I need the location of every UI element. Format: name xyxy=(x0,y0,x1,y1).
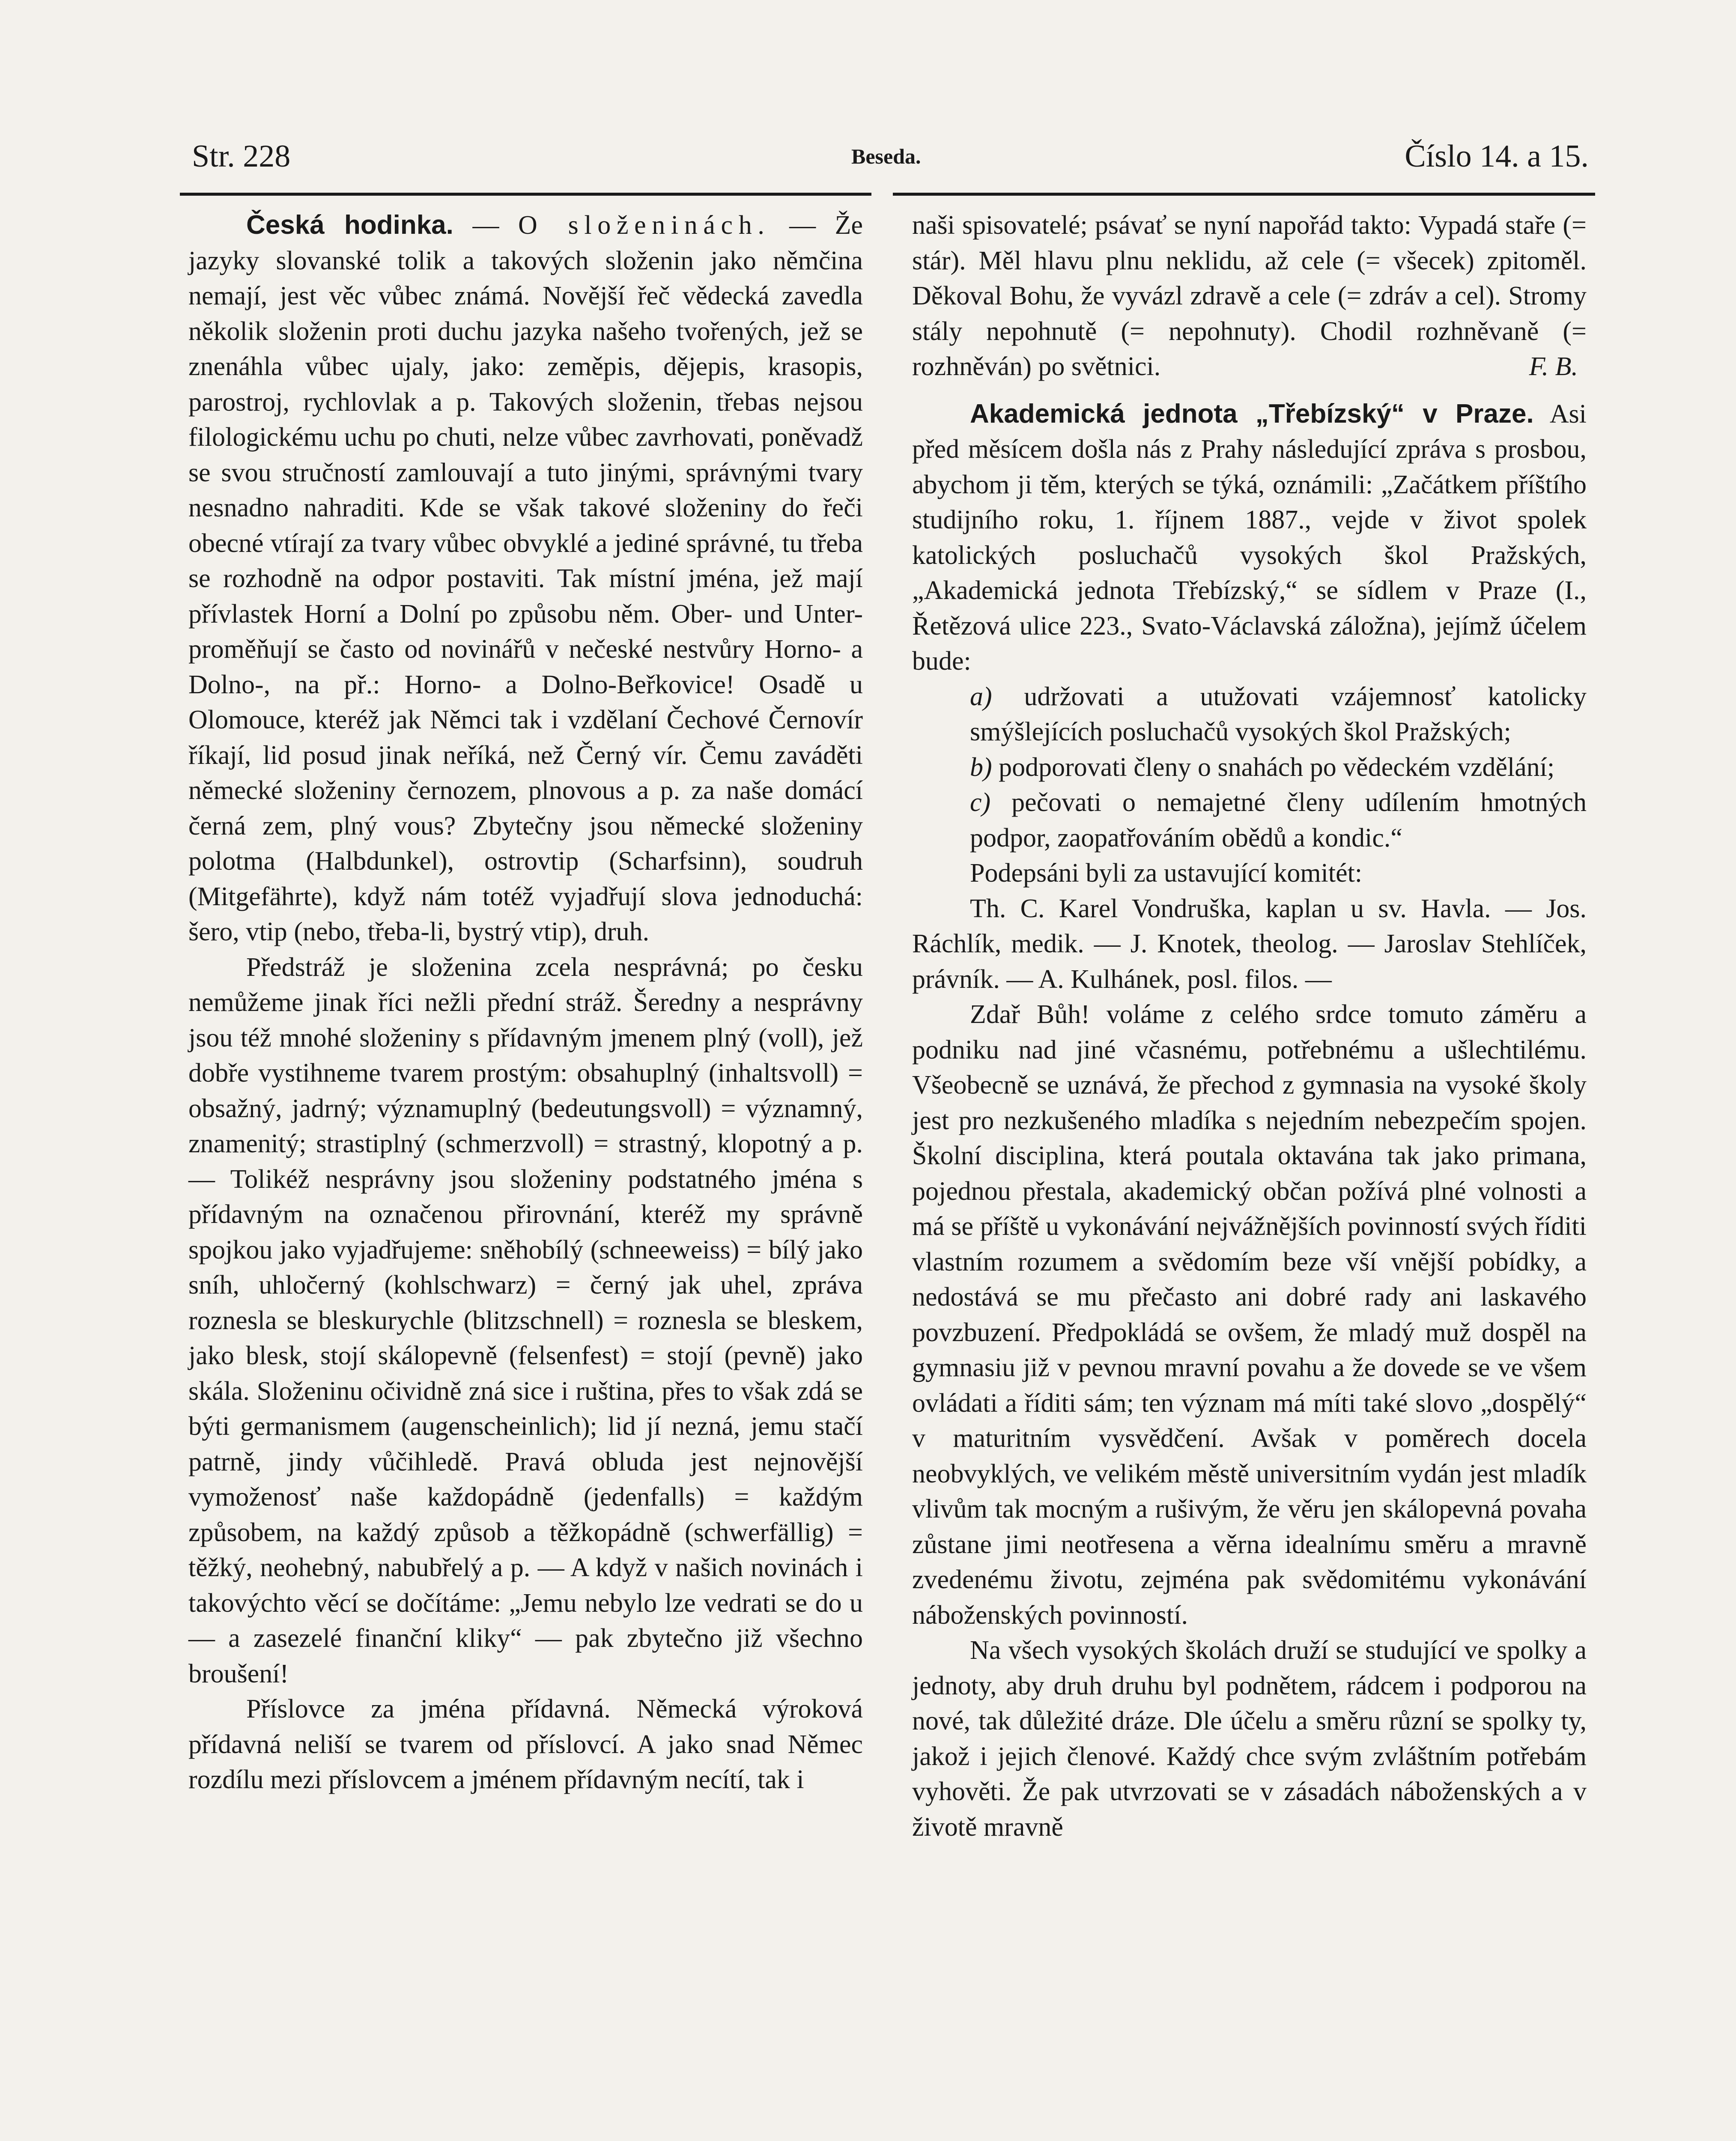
header-rule-right xyxy=(893,193,1595,196)
section-heading: Akademická jednota „Třebízský“ v Praze. xyxy=(970,399,1534,429)
paragraph-text: — Že jazyky slovanské tolik a takových složenin jako němčina nemají, jest věc vůbec známá. Novější řeč vědecká zavedla několik složenin proti duchu jazyka našeho tvořených, jež se znenáhla vůbec ujaly, jako: zeměpis, dějepis, krasopis, parostroj, rychlovlak a p. Takových složenin, třebas nejsou filologickému uchu po chuti, nelze vůbec zavrhovati, poněvadž se svou stručností zamlouvají a tuto jinými, správnými tvary nesnadno nahraditi. Kde se však takové složeniny do řeči obecné vtírají za tvary vůbec obvyklé a jediné správné, tu třeba se rozhodně na odpor postaviti. Tak místní jména, jež mají přívlastek Horní a Dolní po způsobu něm. Ober- und Unter- proměňují se často od novinářů v nečeské nestvůry Horno- a Dolno-, na př.: Horno- a Dolno-Beřkovice! Osadě u Olomouce, kteréž jak Němci tak i vzdělaní Čechové Černovír říkají, lid posud jinak neříká, než Černý vír. Čemu zaváděti německé složeniny černozem, plnovous a p. za naše domácí černá zem, plný vous? Zbytečny jsou německé složeniny polotma (Halbdunkel), ostrovtip (Scharfsinn), soudruh (Mitgefährte), když nám totéž vyjadřují slova jednoduchá: šero, vtip (nebo, třeba-li, bystrý vtip), druh. xyxy=(188,211,863,946)
paragraph-prislovce: Příslovce za jména přídavná. Německá výroková přídavná neliší se tvarem od příslovcí. A jako snad Němec rozdílu mezi příslovcem a jménem přídavným necítí, tak i xyxy=(188,1694,863,1794)
right-column xyxy=(912,208,1587,2141)
section-subheading: O složeninách. xyxy=(518,211,770,240)
paragraph-zdar-buh: Zdař Bůh! voláme z celého srdce tomuto záměru a podniku nad jiné včasnému, potřebnému a ušlechtilému. Všeobecně se uznává, že přechod z gymnasia na vysoké školy jest pro nezkušeného mladíka s nejedním nebezpečím spojen. Školní disciplina, která poutala oktavána tak jako primana, pojednou přestala, akademický občan požívá plné volnosti a má se příště u vykonávání nejvážnějších povinností svých říditi vlastním rozumem a svědomím beze vší vnější pobídky, a nedostává se mu přečasto ani dobré rady ani laskavého povzbuzení. Předpokládá se ovšem, že mladý muž dospěl na gymnasiu již v pevnou mravní povahu a že dovede se ve všem ovládati a říditi sám; ten význam má míti také slovo „dospělý“ v maturitním vysvědčení. Avšak v poměrech docela neobvyklých, ve velikém městě universitním vydán jest mladík vlivům tak mocným a rušivým, že věru jen skálopevná povaha zůstane jimi neotřesena a věrna idealnímu směru a mravně zvedenému životu, zejména pak svědomitému vykonávání náboženských povinností. xyxy=(912,1000,1587,1630)
spacer xyxy=(912,385,1587,397)
article-akademicka-jednota xyxy=(912,397,1587,679)
signers-list: Th. C. Karel Vondruška, kaplan u sv. Havla. — Jos. Ráchlík, medik. — J. Knotek, theolog. — Jaroslav Stehlíček, právník. — A. Kulhánek, posl. filos. — xyxy=(912,894,1587,994)
paragraph-na-vsech: Na všech vysokých školách druží se studující ve spolky a jednoty, aby druh druhu byl podnětem, rádcem i podporou na nové, tak důležité dráze. Dle účelu a směru různí se spolky ty, jakož i jejich členové. Každý chce svým zvláštním potřebám vyhověti. Že pak utvrzovati se v zásadách náboženských a v životě mravně xyxy=(912,1636,1587,1842)
journal-title: Beseda. xyxy=(851,144,921,168)
author-signature: F. B. xyxy=(1529,352,1578,381)
list-item: a) udržovati a utužovati vzájemnosť katolicky smýšlejících posluchačů vysokých škol Pražských; xyxy=(970,682,1587,746)
page-header xyxy=(192,131,1589,182)
issue-number: Číslo 14. a 15. xyxy=(1405,139,1589,174)
paragraph-predstraz: Předstráž je složenina zcela nesprávná; po česku nemůžeme jinak říci nežli přední stráž. Šeredny a nesprávny jsou též mnohé složeniny s přídavným jmenem plný (voll), jež dobře vystihneme tvarem prostým: obsahuplný (inhaltsvoll) = obsažný, jadrný; významuplný (bedeutungsvoll) = významný, znamenitý; strastiplný (schmerzvoll) = strastný, klopotný a p. — Tolikéž nesprávny jsou složeniny podstatného jména s přídavným na označenou přirovnání, kteréž my správně spojkou jako vyjadřujeme: sněhobílý (schneeweiss) = bílý jako sníh, uhločerný (kohlschwarz) = černý jak uhel, zpráva roznesla se bleskurychle (blitzschnell) = roznesla se bleskem, jako blesk, stojí skálopevně (felsenfest) = stojí (pevně) jako skála. Složeninu očividně zná sice i ruština, přes to však zdá se býti germanismem (augenscheinlich); lid jí nezná, jemu stačí patrně, jindy vůčihledě. Pravá obluda jest nejnovější vymoženosť naše každopádně (jedenfalls) = každým způsobem, na každý způsob a těžkopádně (schwerfällig) = těžký, neohebný, nabubřelý a p. — A když v našich novinách i takovýchto věcí se dočítáme: „Jemu nebylo lze vedrati se do u — a zasezelé finanční kliky“ — pak zbytečno již všechno broušení! xyxy=(188,952,863,1688)
list-item: b) podporovati členy o snahách po vědeckém vzdělání; xyxy=(970,752,1555,782)
paragraph-continuation: naši spisovatelé; psávať se nyní napořád takto: Vypadá staře (= stár). Měl hlavu plnu neklidu, až cele (= všecek) zpitoměl. Děkoval Bohu, že vyvázl zdravě a cele (= zdráv a cel). Stromy stály nepohnutě (= nepohnuty). Chodil rozhněvaně (= rozhněván) po světnici. F. B. xyxy=(912,208,1587,385)
left-column xyxy=(188,208,863,2141)
section-heading: Česká hodinka. xyxy=(246,210,453,240)
signed-intro: Podepsáni byli za ustavující komitét: xyxy=(970,859,1363,888)
paragraph-text: Asi před měsícem došla nás z Prahy následující zpráva s prosbou, abychom ji těm, kterých se týká, oznámili: „Začátkem příštího studijního roku, 1. říjnem 1887., vejde v život spolek katolických posluchačů vysokých škol Pražských, „Akademická jednota Třebízský,“ se sídlem v Praze (I., Řetězová ulice 223., Svato-Václavská záložna), jejímž účelem bude: xyxy=(912,399,1587,676)
page-number: Str. 228 xyxy=(192,139,291,174)
header-rule-left xyxy=(180,193,871,196)
list-item: c) pečovati o nemajetné členy udílením hmotných podpor, zaopatřováním obědů a kondic.“ xyxy=(970,788,1587,853)
article-ceska-hodinka: Česká hodinka. — O složeninách. — Že jazyky slovanské tolik a takových složenin jako němčina nemají, jest věc vůbec známá. Novější řeč vědecká zavedla několik složenin proti duchu jazyka našeho tvořených, jež se znenáhla vůbec ujaly, jako: zeměpis, dějepis, krasopis, parostroj, rychlovlak a p. Takových složenin, třebas nejsou filologickému uchu po chuti, nelze vůbec zavrhovati, poněvadž se svou stručností zamlouvají a tuto jinými, správnými tvary nesnadno nahraditi. Kde se však takové složeniny do řeči obecné vtírají za tvary vůbec obvyklé a jediné správné, tu třeba se rozhodně na odpor postaviti. Tak místní jména, jež mají přívlastek Horní a Dolní po způsobu něm. Ober- und Unter- proměňují se často od novinářů v nečeské nestvůry Horno- a Dolno-, na př.: Horno- a Dolno-Beřkovice! Osadě u Olomouce, kteréž jak Němci tak i vzdělaní Čechové Černovír říkají, lid posud jinak neříká, než Černý vír. Čemu zaváděti německé složeniny černozem, plnovous a p. za naše domácí černá zem, plný vous? Zbytečny jsou německé složeniny polotma (Halbdunkel), ostrovtip (Scharfsinn), soudruh (Mitgefährte), když nám totéž vyjadřují slova jednoduchá: šero, vtip (nebo, třeba-li, bystrý vtip), druh. xyxy=(188,210,863,946)
